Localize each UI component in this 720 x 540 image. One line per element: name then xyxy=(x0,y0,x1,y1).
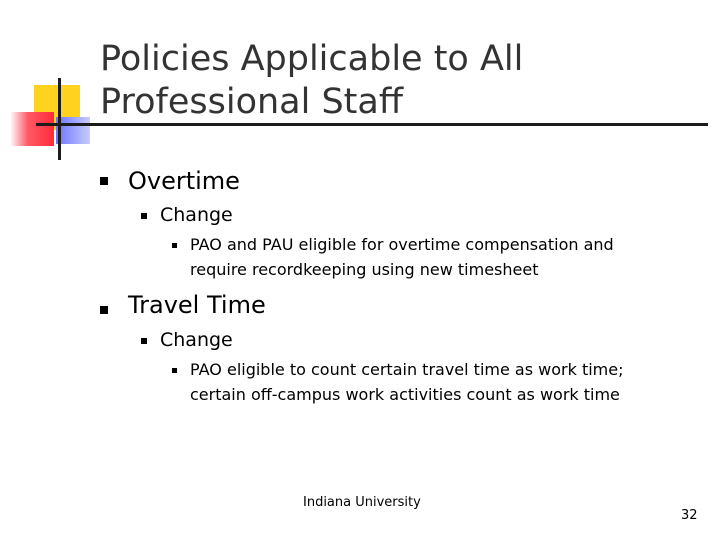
detail-line: certain off-campus work activities count as work time xyxy=(190,385,620,404)
bullet-level3 xyxy=(172,368,177,373)
detail-line: PAO and PAU eligible for overtime compensation and xyxy=(190,235,614,254)
bullet-level2 xyxy=(141,213,147,219)
footer-text: Indiana University xyxy=(303,495,421,510)
slide-title: Policies Applicable to All Professional Staff xyxy=(100,39,524,122)
decor-red-square xyxy=(10,112,54,146)
page-number: 32 xyxy=(681,508,698,523)
bullet-level1 xyxy=(100,306,108,314)
section-heading-overtime: Overtime xyxy=(128,167,240,195)
detail-line: require recordkeeping using new timesheet xyxy=(190,260,539,279)
bullet-level2 xyxy=(141,338,147,344)
bullet-level3 xyxy=(172,243,177,248)
section-heading-travel-time: Travel Time xyxy=(128,291,266,319)
subheading-change: Change xyxy=(160,329,233,351)
decor-vertical-line xyxy=(58,78,61,160)
decor-blue-square xyxy=(56,117,90,144)
bullet-level1 xyxy=(100,177,108,185)
subheading-change: Change xyxy=(160,204,233,226)
detail-line: PAO eligible to count certain travel time as work time; xyxy=(190,360,624,379)
